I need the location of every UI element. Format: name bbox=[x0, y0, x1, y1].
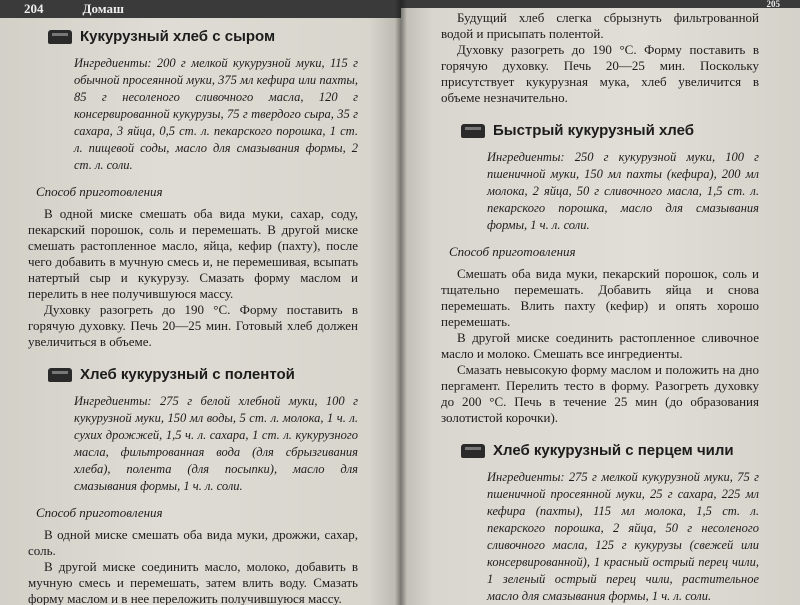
bread-icon bbox=[48, 368, 72, 382]
method-step: В одной миске смешать оба вида муки, дрожжи, сахар, соль. bbox=[28, 527, 358, 558]
bread-icon bbox=[461, 124, 485, 138]
recipe-heading bbox=[48, 366, 358, 383]
method-step: В другой миске соединить растопленное сливочное масло и молоко. Смешать все ингредиенты. bbox=[441, 330, 759, 361]
ingredients: Ингредиенты: 250 г кукурузной муки, 100 г пшеничной муки, 150 мл пахты (кефира), 200 мл молока, 2 яйца, 50 г сливочного масла, 1,5 ст. л. пекарского порошка, масло для смазывания формы, 1 ч. л. соли. bbox=[487, 150, 759, 232]
recipe-title: Кукурузный хлеб с сыром bbox=[80, 28, 276, 45]
bread-icon bbox=[461, 444, 485, 458]
right-page bbox=[401, 0, 800, 605]
recipe-title: Быстрый кукурузный хлеб bbox=[493, 122, 695, 139]
method-step: Смазать невысокую форму маслом и положить на дно пергамент. Перелить тесто в форму. Разогреть духовку до 200 °С. Печь в течение 25 мин (до образования золотистой корочки). bbox=[441, 362, 759, 425]
right-page-number: 205 bbox=[766, 0, 780, 9]
method-step: В одной миске смешать оба вида муки, сахар, соду, пекарский порошок, соль и перемешать. В другой миске смешать растопленное масло, яйца, кефир (пахту), после чего добавить в мучную смесь и, не перемешивая, всыпать натертый сыр и кукурузу. Смазать форму маслом и перелить в нее получившуюся массу. bbox=[28, 206, 358, 301]
method-label: Способ приготовления bbox=[36, 505, 163, 520]
method-label: Способ приготовления bbox=[36, 184, 163, 199]
recipe-title: Хлеб кукурузный с перцем чили bbox=[493, 442, 734, 459]
continuation-paragraph: Духовку разогреть до 190 °С. Форму поставить в горячую духовку. Печь 20—25 мин. Поскольку присутствует кукурузная мука, хлеб увеличится в объеме незначительно. bbox=[441, 42, 759, 105]
right-running-head bbox=[401, 0, 800, 8]
left-page-number: 204 bbox=[24, 1, 44, 16]
left-running-head-text: Домаш bbox=[82, 1, 124, 16]
bread-icon bbox=[48, 30, 72, 44]
recipe-title: Хлеб кукурузный с полентой bbox=[80, 366, 295, 383]
ingredients: Ингредиенты: 200 г мелкой кукурузной муки, 115 г обычной просеянной муки, 375 мл кефира или пахты, 85 г несоленого сливочного масла, 120 г консервированной кукурузы, 75 г твердого сыра, 35 г сахара, 3 яйца, 0,5 ст. л. пекарского порошка, 1 ст. л. пищевой соды, масло для смазывания формы, 2 ст. л. соли. bbox=[74, 56, 358, 172]
method-step: Духовку разогреть до 190 °С. Форму поставить в горячую духовку. Печь 20—25 мин. Готовый хлеб должен увеличиться в объеме. bbox=[28, 302, 358, 349]
method-label: Способ приготовления bbox=[449, 244, 576, 259]
recipe-heading bbox=[461, 442, 759, 459]
ingredients: Ингредиенты: 275 г мелкой кукурузной муки, 75 г пшеничной просеянной муки, 25 г сахара, 225 мл кефира (пахты), 115 мл молока, 1,5 ст. л. пекарского порошка, 2 яйца, 50 г несоленого сливочного масла, 125 г кукурузы (свежей или консервированной), 1 красный острый перец чили, 1 зеленый острый перец чили, растительное масло для смазывания формы, 1 ч. л. соли. bbox=[487, 470, 759, 603]
recipe-heading bbox=[48, 28, 358, 45]
method-step: В другой миске соединить масло, молоко, добавить в мучную смесь и перемешать, затем влить воду. Смазать форму маслом и в нее переложить получившуюся массу. bbox=[28, 559, 358, 605]
right-column bbox=[441, 10, 759, 605]
method-step: Смешать оба вида муки, пекарский порошок, соль и тщательно перемешать. Добавить яйца и снова перемешать. Влить пахту (кефир) и опять хорошо перемешать. bbox=[441, 266, 759, 329]
recipe-heading bbox=[461, 122, 759, 139]
book-gutter bbox=[395, 0, 407, 605]
left-running-head bbox=[0, 0, 401, 18]
left-column bbox=[28, 24, 358, 605]
ingredients: Ингредиенты: 275 г белой хлебной муки, 100 г кукурузной муки, 150 мл воды, 5 ст. л. молока, 1 ч. л. сухих дрожжей, 1,5 ч. л. сахара, 1 ст. л. кукурузного масла, фильтрованная вода (для сбрызгивания хлеба), полента (для посыпки), масло для смазывания формы, 1 ч. л. соли. bbox=[74, 394, 358, 493]
continuation-paragraph: Будущий хлеб слегка сбрызнуть фильтрованной водой и присыпать полентой. bbox=[441, 10, 759, 41]
